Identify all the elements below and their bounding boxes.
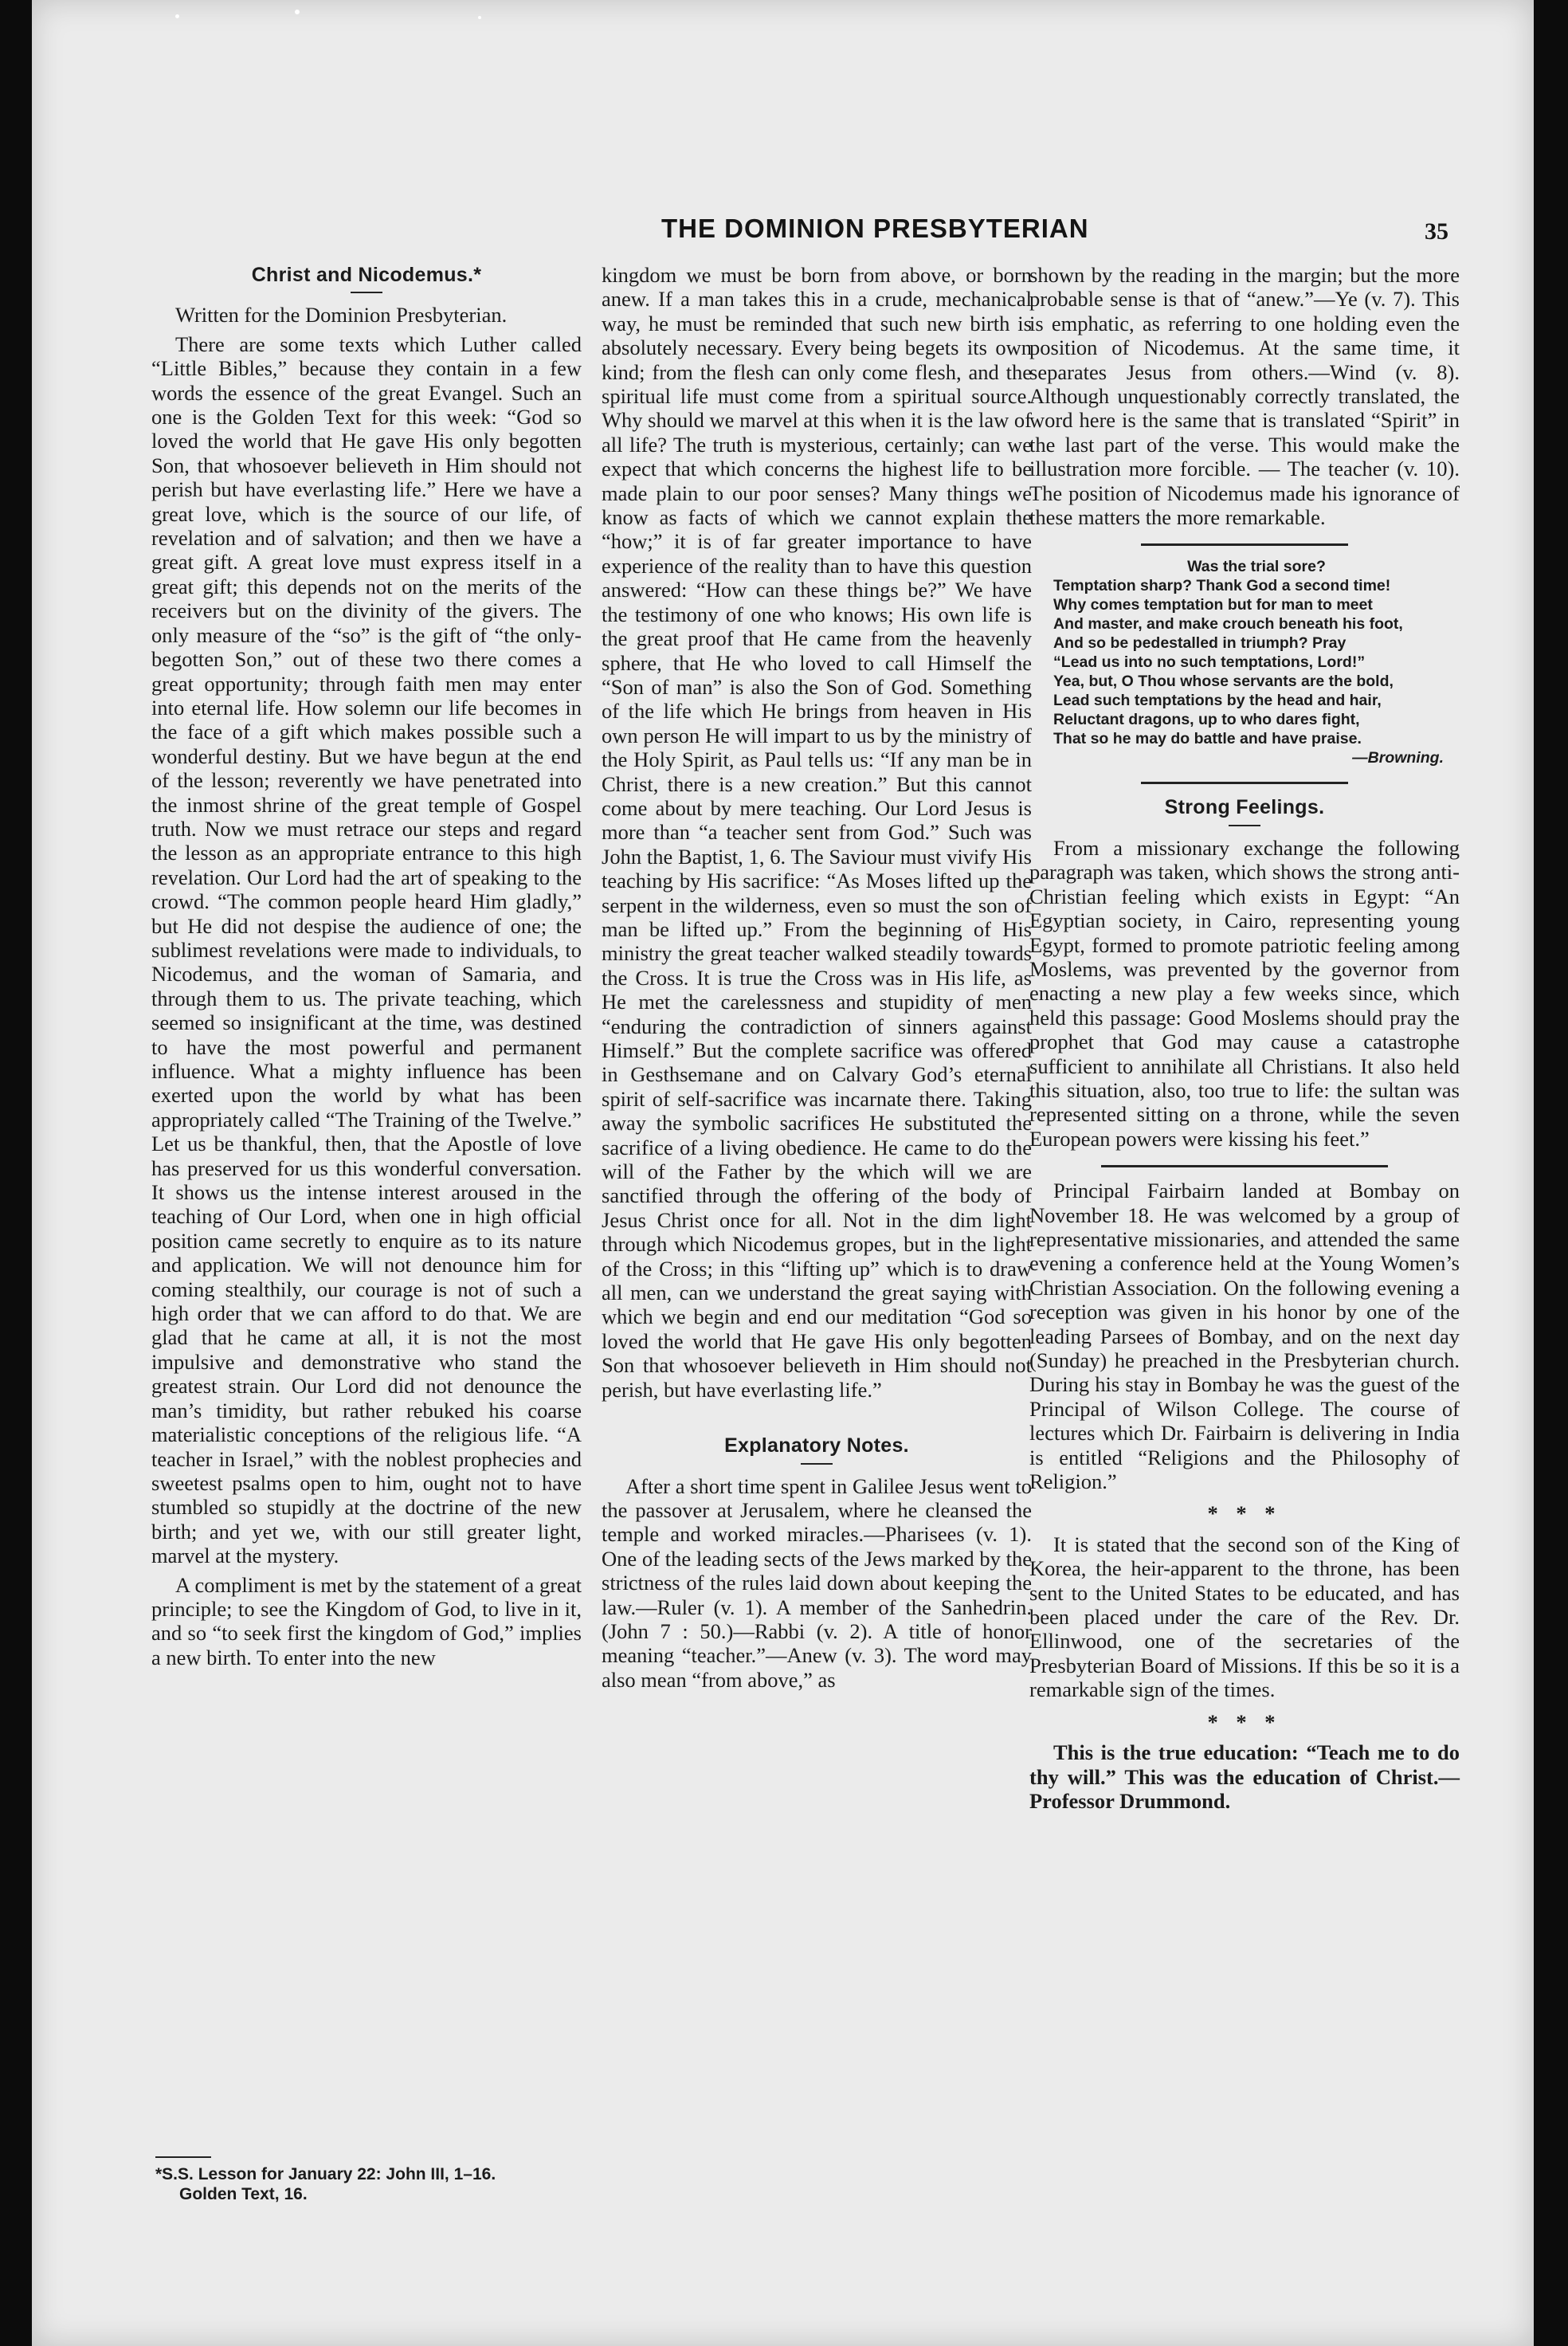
poem-line: “Lead us into no such temptations, Lord!” (1053, 653, 1366, 672)
footnote-line: Golden Text, 16. (179, 2185, 308, 2203)
article-paragraph: A compliment is met by the statement of a great principle; to see the Kingdom of God, to live in it, and so “to seek first the kingdom of God,” implies a new birth. To enter into the new (151, 1572, 582, 1669)
byline: Written for the Dominion Presbyterian. (175, 303, 508, 328)
poem-line: Why comes temptation but for man to meet (1053, 596, 1373, 614)
article-heading-explanatory-notes: Explanatory Notes. (724, 1434, 909, 1457)
publication-title: THE DOMINION PRESBYTERIAN (661, 214, 1089, 243)
heading-dash (351, 292, 382, 293)
footnote-line: *S.S. Lesson for January 22: John III, 1–16. (155, 2165, 496, 2183)
section-rule (1101, 1165, 1388, 1167)
poem-line: Reluctant dragons, up to who dares fight, (1053, 711, 1360, 729)
speck (175, 14, 179, 18)
article-paragraph: It is stated that the second son of the King of Korea, the heir-apparent to the throne, has been sent to the United States to be educated, and has been placed under the care of the Rev. Dr. Ellinwood, one of the secretaries of the Presbyterian Board of Missions. If this be so it is a remarkable sign of the times. (1029, 1532, 1460, 1702)
article-heading-strong-feelings: Strong Feelings. (1164, 796, 1325, 819)
section-rule (1141, 782, 1348, 784)
poem-line: Lead such temptations by the head and hair, (1053, 692, 1382, 710)
page-header (32, 214, 1534, 253)
section-stars: * * * (1207, 1501, 1282, 1526)
article-paragraph: kingdom we must be born from above, or born anew. If a man takes this in a crude, mechanical way, he must be reminded that such new birth is absolutely necessary. Every being begets its own kind; from the flesh can only come flesh, and the spiritual life must come from a spiritual source. Why should we marvel at this when it is the law of all life? The truth is mysterious, certainly; can we expect that which concerns the highest life to be made plain to our poor senses? Many things we know as facts of which we cannot explain the “how;” it is of far greater importance to have experience of the reality than to have this question answered: “How can these things be?” We have the testimony of one who knows; His own life is the great proof that He came from the heavenly sphere, that He who loved to call Himself the “Son of man” is also the Son of God. Something of the life which He brings from heaven in His own person He will impart to us by the ministry of the Holy Spirit, as Paul tells us: “If any man be in Christ, there is a new creation.” But this cannot come about by mere teaching. Our Lord Jesus is more than “a teacher sent from God.” Such was John the Baptist, 1, 6. The Saviour must vivify His teaching by His sacrifice: “As Moses lifted up the serpent in the wilderness, even so must the son of man be lifted up.” From the beginning of His ministry the great teacher walked steadily towards the Cross. It is true the Cross was in His life, as He met the carelessness and stupidity of men “enduring the contradiction of sinners against Himself.” But the complete sacrifice was offered in Gesthsemane and on Calvary God’s eternal spirit of self-sacrifice was incarnate there. Taking away the symbolic sacrifices He substituted the sacrifice of a living obedience. He came to do the will of the Father by the which will we are sanctified through the offering of the body of Jesus Christ once for all. Not in the dim light through which Nicodemus gropes, but in the light of the Cross; in this “lifting up” which is to draw all men, can we understand the great saying with which we begin and end our meditation “God so loved the world that He gave His only begotten Son that whosoever believeth in Him should not perish, but have everlasting life.” (602, 263, 1032, 1402)
footnote-rule (155, 2156, 211, 2158)
browning-poem (1029, 557, 1460, 767)
page-number: 35 (1425, 218, 1448, 245)
spacer (602, 1402, 1032, 1434)
article-paragraph: From a missionary exchange the following paragraph was taken, which shows the strong anti-Christian feeling which exists in Egypt: “An Egyptian society, in Cairo, representing young Egypt, formed to promote patriotic feeling among Moslems, was prevented by the governor from enacting a new play a few weeks since, which held this passage: Good Moslems should pray the prophet that God may cause a catastrophe sufficient to annihilate all Christians. It also held this situation, also, too true to life: the sultan was represented sitting on a throne, while the seven European powers were kissing his feet.” (1029, 835, 1460, 1151)
section-stars: * * * (1207, 1709, 1282, 1734)
article-heading-christ-and-nicodemus: Christ and Nicodemus.* (251, 264, 482, 286)
speck (478, 16, 481, 19)
article-paragraph: Principal Fairbairn landed at Bombay on November 18. He was welcomed by a group of representative missionaries, and attended the same evening a conference held at the Young Women’s Christian Association. On the following evening a reception was given in his honor by one of the leading Parsees of Bombay, and on the next day (Sunday) he preached in the Presbyterian church. During his stay in Bombay he was the guest of the Principal of Wilson College. The course of lectures which Dr. Fairbairn is delivering in India is entitled “Religions and the Philosophy of Religion.” (1029, 1179, 1460, 1494)
column-3 (1029, 263, 1460, 1813)
lesson-footnote (155, 2156, 578, 2204)
poem-line: That so he may do battle and have praise. (1053, 730, 1362, 748)
column-2 (602, 263, 1032, 1692)
column-1 (151, 263, 582, 1669)
section-rule (1141, 543, 1348, 546)
poem-line: And master, and make crouch beneath his foot, (1053, 615, 1403, 634)
speck (295, 10, 300, 14)
heading-dash (1229, 825, 1260, 826)
article-paragraph: There are some texts which Luther called “Little Bibles,” because they contain in a few words the essence of the great Evangel. Such an one is the Golden Text for this week: “God so loved the world that He gave His only begotten Son, that whosoever believeth in Him should not perish but have everlasting life.” Here we have a great love, which is the source of our life, of revelation and of salvation; and then we have a great gift. A great love must express itself in a great gift; this depends not on the merits of the receivers but on the divinity of the givers. The only measure of the “so” is the gift of “the only-begotten Son,” out of these two there comes a great opportunity; through faith men may enter into eternal life. How solemn our life becomes in the face of a gift which makes possible such a wonderful destiny. But we have begun at the end of the lesson; reverently we have penetrated into the inmost shrine of the great temple of Gospel truth. Now we must retrace our steps and regard the lesson as an appropriate entrance to this high revelation. Our Lord had the art of speaking to the crowd. “The common people heard Him gladly,” but He did not despise the audience of one; the sublimest revelations were made to individuals, to Nicodemus, and the woman of Samaria, and through them to us. The private teaching, which seemed so insignificant at the time, was destined to have the most powerful and permanent influence. What a mighty influence has been exerted upon the world by what has been appropriately called “The Training of the Twelve.” Let us be thankful, then, that the Apostle of love has preserved for us this wonderful conversation. It shows us the intense interest aroused in the teaching of Our Lord, when one in high official position came secretly to enquire as to its nature and application. We will not denounce him for coming stealthily, our courage is not of such a high order that we can afford to do that. We are glad that he came at all, it is not the most impulsive and demonstrative who stand the greatest strain. Our Lord did not denounce the man’s timidity, but rather rebuked his coarse materialistic conceptions of the religious life. “A teacher in Israel,” with the noblest prophecies and sweetest psalms open to him, ought not to have stumbled so stupidly at the doctrine of the new birth; and yet we, with our still greater light, marvel at the mystery. (151, 332, 582, 1568)
notes-paragraph: After a short time spent in Galilee Jesus went to the passover at Jerusalem, where he cleansed the temple and worked miracles.—Pharisees (v. 1). One of the leading sects of the Jews marked by the strictness of the rules laid down about keeping the law.—Ruler (v. 1). A member of the Sanhedrin. (John 7 : 50.)—Rabbi (v. 2). A title of honor meaning “teacher.”—Anew (v. 3). The word may also mean “from above,” as (602, 1473, 1032, 1692)
quote-paragraph: This is the true education: “Teach me to do thy will.” This was the education of Christ.—Professor Drummond. (1029, 1740, 1460, 1813)
notes-continued-paragraph: shown by the reading in the margin; but the more probable sense is that of “anew.”—Ye (v. 7). This is emphatic, as referring to one holding even the position of Nicodemus. At the same time, it separates Jesus from others.—Wind (v. 8). Although unquestionably correctly translated, the word here is the same that is translated “Spirit” in the last part of the verse. This would make the illustration more forcible. — The teacher (v. 10). The position of Nicodemus made his ignorance of these matters the more remarkable. (1029, 263, 1460, 530)
poem-signature: —Browning. (1352, 749, 1444, 767)
poem-line: Was the trial sore? (1187, 558, 1326, 576)
poem-line: Yea, but, O Thou whose servants are the bold, (1053, 673, 1394, 691)
heading-dash (801, 1463, 833, 1465)
poem-line: And so be pedestalled in triumph? Pray (1053, 634, 1347, 653)
poem-line: Temptation sharp? Thank God a second time! (1053, 577, 1391, 595)
